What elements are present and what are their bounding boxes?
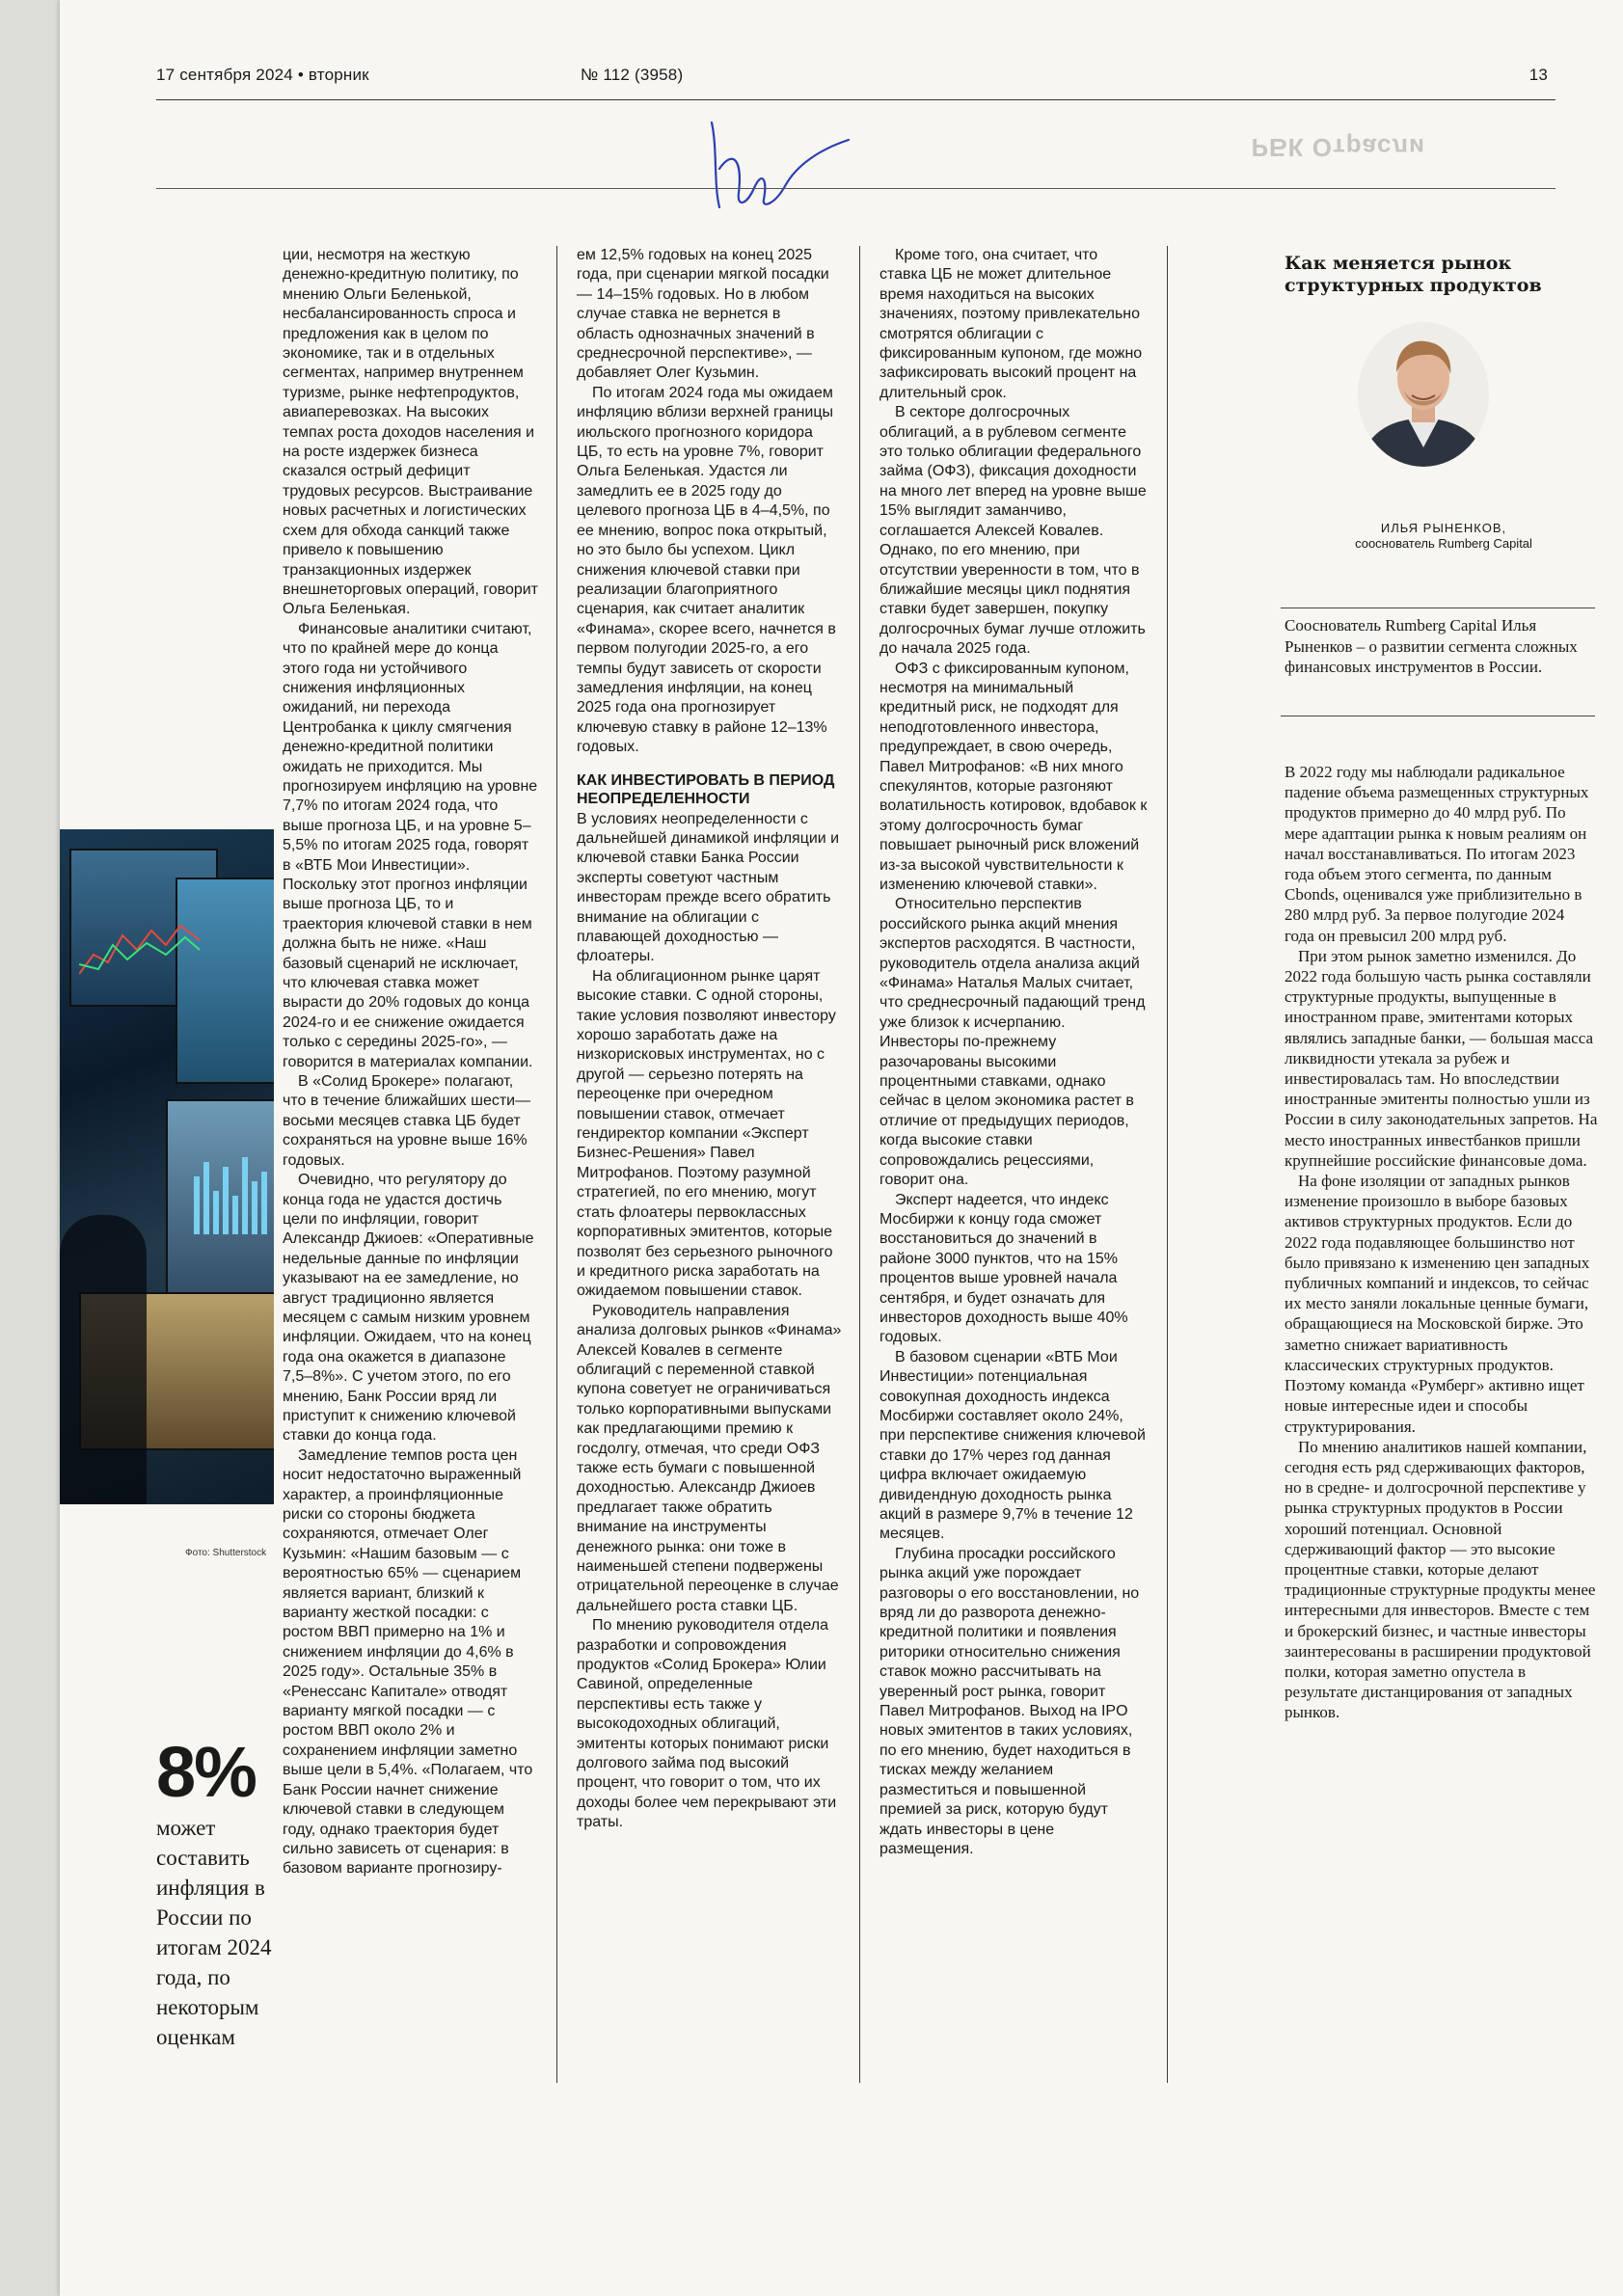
- paragraph: Глубина просадки российского рынка акций уже порождает разговоры о его восстановлении, но вряд ли до разворота денежно-кредитной политики и появления риторики относительно снижения ставок можно рассчитывать на уверенный рост рынка, говорит Павел Митрофанов. Выход на IPO новых эмитентов в таких условиях, по его мнению, будет находиться в тисках между желанием разместиться и повышенной премией за риск, которую будут ждать инвесторы в цене размещения.: [879, 1545, 1140, 1857]
- show-through-logo: РБК Отрасли: [1251, 133, 1425, 162]
- paragraph: В 2022 году мы наблюдали радикальное падение объема размещенных структурных продуктов примерно до 40 млрд руб. По мере адаптации рынка к новым реалиям он начал восстанавливаться. По итогам 2023 года объем этого сегмента, по данным Cbonds, оценивался уже приблизительно в 280 млрд руб. За первое полугодие 2024 года он превысил 200 млрд руб.: [1285, 763, 1589, 945]
- paragraph: Кроме того, она считает, что ставка ЦБ не может длительное время находиться на высоких значениях, поэтому привлекательно смотрятся облигации с фиксированным купоном, где можно зафиксировать высокий процент на длительный срок.: [879, 247, 1143, 401]
- sidebar-body: [1285, 762, 1598, 2097]
- issue-date: 17 сентября 2024 • вторник: [156, 66, 369, 84]
- paragraph: Замедление темпов роста цен носит недостаточно выраженный характер, а проинфляционные риски со стороны бюджета сохраняются, отмечает Олег Кузьмин: «Нашим базовым — с вероятностью 65% — сценарием является вариант, близкий к варианту жесткой посадки: с ростом ВВП примерно на 1% и снижением инфляции до 4,6% в 2025 году». Остальные 35% в «Ренессанс Капитале» отводят варианту мягкой посадки — с ростом ВВП около 2% и сохранением инфляции заметно выше цели в 5,4%. «Полагаем, что Банк России начнет снижение ключевой ставки в следующем году, однако траектория будет сильно зависеть от сценария: в базовом варианте прогнозиру-: [283, 1446, 533, 1877]
- highlight-value: 8%: [156, 1732, 256, 1812]
- paragraph: На облигационном рынке царят высокие ставки. С одной стороны, такие условия позволяют инвестору хорошо заработать даже на низкорисковых инструментах, но с другой — серьезно потерять на переоценке при очередном повышении ставок, отмечает гендиректор компании «Эксперт Бизнес-Решения» Павел Митрофанов. Поэтому разумной стратегией, по его мнению, могут стать флоатеры первоклассных корпоративных эмитентов, которые позволят без серьезного рыночного и кредитного риска заработать на ожидаемом повышении ставок.: [577, 967, 836, 1300]
- paragraph: По мнению руководителя отдела разработки и сопровождения продуктов «Солид Брокера» Юлии Савиной, определенные перспективы есть также у высокодоходных облигаций, эмитенты которых понимают риски долгового займа под высокий процент, что говорит о том, что их доходы более чем перекрывают эти траты.: [577, 1617, 837, 1831]
- newspaper-page: [60, 0, 1623, 2296]
- avatar: [1358, 322, 1489, 467]
- page-number: 13: [1528, 66, 1548, 84]
- photo-credit: Фото: Shutterstock: [185, 1548, 267, 1558]
- article-column-2: [577, 246, 842, 2088]
- paragraph: Руководитель направления анализа долговых рынков «Финама» Алексей Ковалев в сегменте облигаций с переменной ставкой купона советует не ограничиваться только корпоративными выпусками как предлагающими премию к госдолгу, отмечая, что среди ОФЗ также есть бумаги с повышенной доходностью. Александр Джиоев предлагает также обратить внимание на инструменты денежного рынка: они тоже в наименьшей степени подвержены отрицательной переоценке в случае дальнейшего роста ставки ЦБ.: [577, 1302, 842, 1614]
- issue-number: № 112 (3958): [581, 66, 684, 84]
- paragraph: В «Солид Брокере» полагают, что в течение ближайших шести—восьми месяцев ставка ЦБ будет сохраняться на уровне выше 16% годовых.: [283, 1073, 531, 1169]
- paragraph: ОФЗ с фиксированным купоном, несмотря на минимальный кредитный риск, не подходят для неподготовленного инвестора, предупреждает, в свою очередь, Павел Митрофанов: «В них много спекулянтов, которые разгоняют волатильность котировок, вдобавок к этому долгосрочность бумаг повышает рыночный риск вложений из-за высокой чувствительности к изменению ключевой ставки».: [879, 660, 1148, 893]
- paragraph: В условиях неопределенности с дальнейшей динамикой инфляции и ключевой ставки Банка России эксперты советуют частным инвесторам прежде всего обратить внимание на облигации с плавающей доходностью — флоатеры.: [577, 810, 840, 965]
- paragraph: В базовом сценарии «ВТБ Мои Инвестиции» потенциальная совокупная доходность индекса Мосбиржи составляет около 24%, при перспективе снижения ключевой ставки до 17% через год данная цифра включает ожидаемую дивидендную доходность рынка акций в размере 9,7% в течение 12 месяцев.: [879, 1348, 1146, 1543]
- person-name: ИЛЬЯ РЫНЕНКОВ,: [1380, 521, 1507, 535]
- article-column-3: [879, 246, 1148, 2088]
- header-rule: [156, 99, 1555, 100]
- column-divider: [1167, 246, 1168, 2083]
- paragraph: При этом рынок заметно изменился. До 2022 года большую часть рынка составляли структурные продукты, выпущенные в иностранном праве, эмитентами которых являлись западные банки, — большая масса ликвидности утекала за рубеж и инвестировалась там. Но впоследствии иностранные эмитенты полностью ушли из России в силу законодательных запретов. На место иностранных инвестбанков пришли крупнейшие российские финансовые дома.: [1285, 946, 1598, 1170]
- article-subheading: КАК ИНВЕСТИРОВАТЬ В ПЕРИОД НЕОПРЕДЕЛЕННОСТИ: [577, 771, 835, 807]
- paragraph: По мнению аналитиков нашей компании, сегодня есть ряд сдерживающих факторов, но в средне- и долгосрочной перспективе у рынка структурных продуктов в России хороший потенциал. Основной сдерживающий фактор — это высокие процентные ставки, которые делают традиционные структурные продукты менее интересными для инвесторов. Вместе с тем и брокерский бизнес, и частные инвесторы заинтересованы в расширении продуктовой полки, которая заметно опустела в результате дистанцирования от западных рынков.: [1285, 1437, 1596, 1722]
- paragraph: На фоне изоляции от западных рынков изменение произошло в выборе базовых активов структурных продуктов. Если до 2022 года подавляющее большинство нот было привязано к изменению цен западных публичных компаний и индексов, то сейчас их место заняли локальные ценные бумаги, обращающиеся на Московской бирже. Это заметно снижает вариативность классических структурных продуктов. Поэтому команда «Румберг» активно ищет новые интересные идеи и способы структурирования.: [1285, 1172, 1590, 1436]
- handwritten-signature: [704, 111, 878, 217]
- paragraph: ции, несмотря на жесткую денежно-кредитную политику, по мнению Ольги Беленькой, несбалансированность спроса и предложения как в целом по экономике, так и в отдельных сегментах, например внутреннем туризме, рынке нефтепродуктов, авиаперевозках. На высоких темпах роста доходов населения и на росте издержек бизнеса сказался острый дефицит трудовых ресурсов. Выстраивание новых расчетных и логистических схем для обхода санкций также привело к повышению транзакционных издержек внешнеторговых операций, говорит Ольга Беленькая.: [283, 247, 538, 618]
- paragraph: Относительно перспектив российского рынка акций мнения экспертов расходятся. В частности, руководитель отдела анализа акций «Финама» Наталья Малых считает, что среднесрочный падающий тренд уже близок к исчерпанию. Инвесторы по-прежнему разочарованы высокими процентными ставками, однако сейчас в целом экономика растет в отличие от предыдущих периодов, когда высокие ставки сопровождались рецессиями, говорит она.: [879, 896, 1146, 1189]
- paragraph: В секторе долгосрочных облигаций, а в рублевом сегменте это только облигации федерального займа (ОФЗ), фиксация доходности на много лет вперед на уровне выше 15% выглядит заманчиво, соглашается Алексей Ковалев. Однако, по его мнению, при отсутствии уверенности в том, что в ближайшие месяцы цикл поднятия ставки будет завершен, покупку долгосрочных бумаг лучше отложить до начала 2025 года.: [879, 404, 1147, 658]
- paragraph: По итогам 2024 года мы ожидаем инфляцию вблизи верхней границы июльского прогнозного коридора ЦБ, то есть на уровне 7%, говорит Ольга Беленькая. Удастся ли замедлить ее в 2025 году до целевого прогноза ЦБ в 4–4,5%, по ее мнению, вопрос пока открытый, но это было бы успехом. Цикл снижения ключевой ставки при реализации благоприятного сценария, как считает аналитик «Финама», скорее всего, начнется в первом полугодии 2025-го, а его темпы будут зависеть от скорости замедления инфляции, на конец 2025 года она прогнозирует ключевую ставку в районе 12–13% годовых.: [577, 384, 836, 756]
- paragraph: ем 12,5% годовых на конец 2025 года, при сценарии мягкой посадки — 14–15% годовых. Но в любом случае ставка не вернется в область однозначных значений в среднесрочной перспективе», — добавляет Олег Кузьмин.: [577, 247, 829, 382]
- sidebar-lead: Сооснователь Rumberg Capital Илья Рыненков – о развитии сегмента сложных финансовых инструментов в России.: [1285, 616, 1578, 676]
- trading-screens-photo: [60, 829, 274, 1504]
- article-column-1: [283, 246, 538, 2088]
- section-rule: [156, 188, 1555, 189]
- person-role: сооснователь Rumberg Capital: [1355, 536, 1532, 551]
- sidebar-title: Как меняется рынок структурных продуктов: [1285, 253, 1542, 296]
- paragraph: Эксперт надеется, что индекс Мосбиржи к концу года сможет восстановиться до значений в районе 3000 пунктов, что на 15% процентов выше уровней начала сентября, и будет означать для инвесторов доходность выше 40% годовых.: [879, 1191, 1128, 1346]
- paragraph: Очевидно, что регулятору до конца года не удастся достичь цели по инфляции, говорит Александр Джиоев: «Оперативные недельные данные по инфляции указывают на ее замедление, но август традиционно является месяцем с самым низким уровнем инфляции. Ожидаем, что на конец года она окажется в диапазоне 7,5–8%». С учетом этого, по его мнению, Банк России вряд ли приступит к снижению ключевой ставки до конца года.: [283, 1172, 534, 1445]
- column-divider: [859, 246, 860, 2083]
- highlight-caption: может составить инфляция в России по итогам 2024 года, по некоторым оценкам: [156, 1816, 272, 2049]
- paragraph: Финансовые аналитики считают, что по крайней мере до конца этого года ни устойчивого снижения инфляционных ожиданий, ни перехода Центробанка к циклу смягчения денежно-кредитной политики ожидать не приходится. Мы прогнозируем инфляцию на уровне 7,7% по итогам 2024 года, что выше прогноза ЦБ, и на уровне 5–5,5% по итогам 2025 года, говорят в «ВТБ Мои Инвестиции». Поскольку этот прогноз инфляции выше прогноза ЦБ, то и траектория ключевой ставки в нем должна быть не ниже. «Наш базовый сценарий не исключает, что ключевая ставка может вырасти до 20% годовых до конца 2024-го и ее снижение ожидается только с середины 2025-го», — говорится в материалах компании.: [283, 620, 538, 1070]
- column-divider: [556, 246, 557, 2083]
